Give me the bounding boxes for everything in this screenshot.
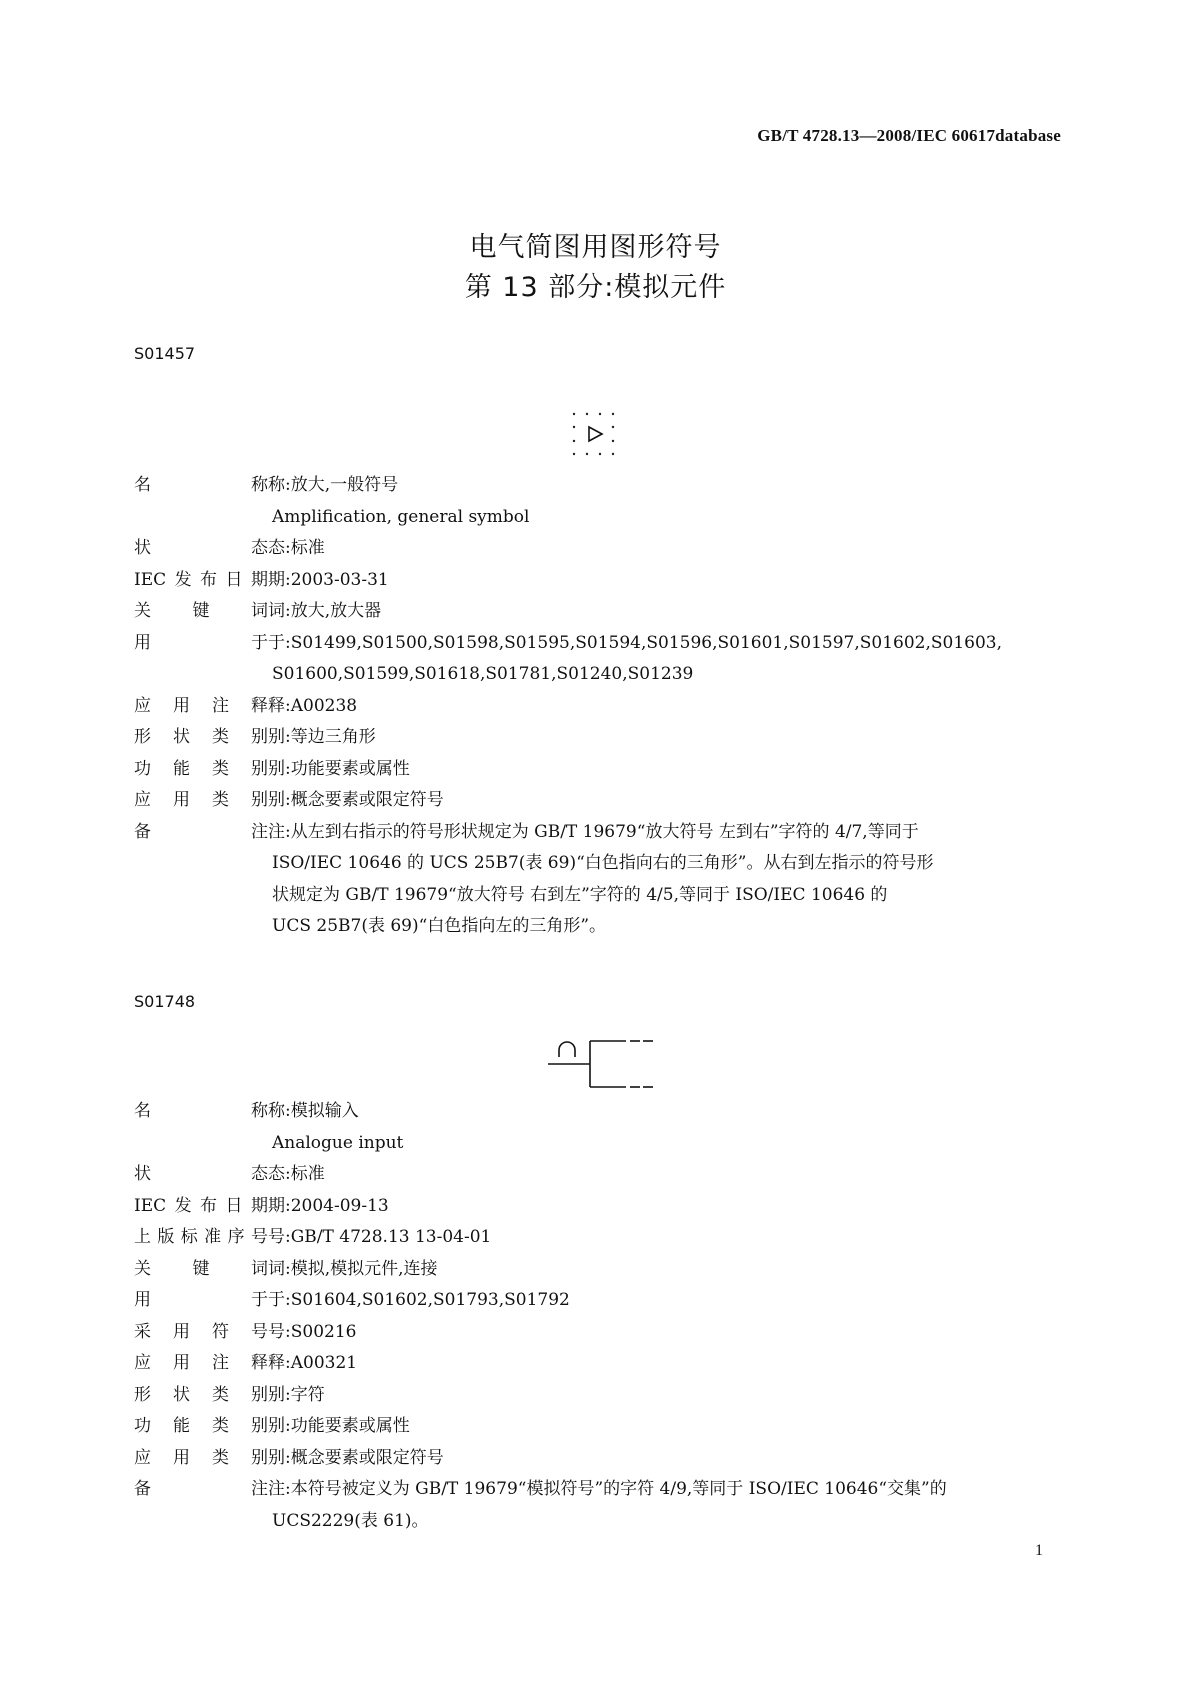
field-label xyxy=(134,565,268,597)
field-label-char: 别 xyxy=(251,727,268,747)
field-row xyxy=(134,1254,1060,1286)
field-row xyxy=(134,1191,1060,1223)
field-label-char: 日 xyxy=(225,569,243,590)
field-label-char: 状 xyxy=(173,1384,190,1405)
field-label xyxy=(134,1474,268,1506)
field-label-char: 日 xyxy=(225,1195,243,1216)
field-label xyxy=(134,533,268,565)
field-label xyxy=(134,754,268,786)
field-label-char: 称 xyxy=(251,1101,268,1121)
document-title xyxy=(0,228,1191,308)
field-row xyxy=(134,1159,1060,1191)
field-row xyxy=(134,596,1060,628)
field-label xyxy=(134,1222,268,1254)
field-label xyxy=(134,1411,268,1443)
field-label-char: 释 xyxy=(251,1353,268,1373)
field-label-char: 注 xyxy=(251,821,268,842)
field-label-char: 备 xyxy=(134,1479,151,1499)
field-label-char: 用 xyxy=(173,1321,190,1342)
field-row xyxy=(134,1474,1060,1506)
field-label-char: 标 xyxy=(180,1227,198,1247)
field-label-char: 类 xyxy=(212,1447,229,1468)
field-label-char: 称 xyxy=(251,475,268,495)
title-line-2: 第 13 部分:模拟元件 xyxy=(464,272,727,303)
field-label-char: 用 xyxy=(134,1290,151,1310)
entry-id: S01748 xyxy=(134,992,196,1011)
field-label-char: 类 xyxy=(212,727,229,747)
field-label-char: 类 xyxy=(212,758,229,779)
field-row xyxy=(134,1128,1060,1160)
entry-id: S01457 xyxy=(134,344,196,363)
field-row xyxy=(134,1285,1060,1317)
field-label-char: 注 xyxy=(251,1479,268,1499)
field-row xyxy=(134,470,1060,502)
field-value: 别:字符 xyxy=(268,1384,325,1405)
field-label-char: 能 xyxy=(173,758,190,779)
field-label xyxy=(134,1096,268,1128)
field-row xyxy=(134,502,1060,534)
field-label-char: 序 xyxy=(227,1227,245,1247)
entry-fields xyxy=(134,1096,1060,1537)
field-label-char: 用 xyxy=(173,695,190,716)
field-label-char: 别 xyxy=(251,790,268,810)
field-label-char: 名 xyxy=(134,1101,151,1121)
field-row xyxy=(134,1222,1060,1254)
field-label-char: 类 xyxy=(212,1384,229,1405)
field-label-char: 期 xyxy=(250,1195,268,1216)
field-value: 于:S01604,S01602,S01793,S01792 xyxy=(268,1290,570,1310)
field-value: 释:A00321 xyxy=(268,1353,358,1373)
field-label-char: 号 xyxy=(251,1321,268,1342)
field-label xyxy=(134,691,268,723)
field-row xyxy=(134,533,1060,565)
title-line-1: 电气简图用图形符号 xyxy=(469,232,722,263)
field-row xyxy=(134,1380,1060,1412)
field-value: 释:A00238 xyxy=(268,695,358,716)
field-value: UCS2229(表 61)。 xyxy=(272,1510,429,1531)
field-value: 别:概念要素或限定符号 xyxy=(268,790,444,810)
field-value: 态:标准 xyxy=(268,1164,325,1184)
field-label-char: 号 xyxy=(250,1227,268,1247)
field-label xyxy=(134,596,268,628)
field-label-char: 释 xyxy=(251,695,268,716)
field-row xyxy=(134,628,1060,660)
standard-code: GB/T 4728.13—2008/IEC 60617database xyxy=(757,126,1061,145)
field-label xyxy=(134,785,268,817)
field-label-char: IEC xyxy=(134,1195,167,1216)
field-label-char: 用 xyxy=(173,1353,190,1373)
analogue-input-icon xyxy=(546,1035,656,1095)
field-label-char: 形 xyxy=(134,1384,151,1405)
field-label-char: 上 xyxy=(134,1227,151,1247)
field-value: 于:S01499,S01500,S01598,S01595,S01594,S01596,S01601,S01597,S01602,S01603, xyxy=(268,632,1003,653)
field-label-char: 应 xyxy=(134,1447,151,1468)
field-value: 别:功能要素或属性 xyxy=(268,758,410,779)
field-value: Amplification, general symbol xyxy=(272,506,530,527)
field-label-char: 应 xyxy=(134,1353,151,1373)
field-label-char: 功 xyxy=(134,758,151,779)
field-label-char: 用 xyxy=(173,790,190,810)
field-value: 状规定为 GB/T 19679“放大符号 右到左”字符的 4/5,等同于 ISO/IEC 10646 的 xyxy=(272,884,888,905)
field-label-char: 状 xyxy=(134,538,151,558)
field-label-char: 用 xyxy=(134,632,151,653)
field-value: 期:2004-09-13 xyxy=(268,1195,389,1216)
field-value: 别:等边三角形 xyxy=(268,727,376,747)
field-value: 注:从左到右指示的符号形状规定为 GB/T 19679“放大符号 左到右”字符的 4/7,等同于 xyxy=(268,821,919,842)
field-label-char: 布 xyxy=(200,1195,218,1216)
field-label xyxy=(134,1380,268,1412)
field-label xyxy=(134,817,268,849)
field-label xyxy=(134,1317,268,1349)
field-label xyxy=(134,628,268,660)
field-label-char: 发 xyxy=(174,569,192,590)
field-row xyxy=(134,565,1060,597)
field-value: 别:概念要素或限定符号 xyxy=(268,1447,444,1468)
field-label-char: 态 xyxy=(251,1164,268,1184)
field-row xyxy=(134,659,1060,691)
field-label-char: 布 xyxy=(200,569,218,590)
field-label-char: 状 xyxy=(134,1164,151,1184)
field-row xyxy=(134,785,1060,817)
field-label-char: 符 xyxy=(212,1321,229,1342)
field-value: Analogue input xyxy=(272,1132,404,1153)
field-label-char: 于 xyxy=(251,1290,268,1310)
field-label-char: 别 xyxy=(251,758,268,779)
field-value: 词:放大,放大器 xyxy=(268,601,382,621)
field-value: 号:GB/T 4728.13 13-04-01 xyxy=(268,1227,492,1247)
field-label xyxy=(134,1191,268,1223)
field-label xyxy=(134,1159,268,1191)
field-label-char: 关 xyxy=(134,1258,151,1279)
field-row xyxy=(134,880,1060,912)
field-label-char: 关 xyxy=(134,601,151,621)
field-label-char: 发 xyxy=(174,1195,192,1216)
entry-fields xyxy=(134,470,1060,943)
field-value: UCS 25B7(表 69)“白色指向左的三角形”。 xyxy=(272,916,607,936)
field-label xyxy=(134,1348,268,1380)
amplifier-triangle-icon xyxy=(570,410,626,462)
field-label-char: 应 xyxy=(134,695,151,716)
field-label-char: 注 xyxy=(212,695,229,716)
field-value: 别:功能要素或属性 xyxy=(268,1416,410,1436)
page-number: 1 xyxy=(1035,1542,1043,1559)
field-row xyxy=(134,1348,1060,1380)
field-label-char: 采 xyxy=(134,1321,151,1342)
field-label-char: 别 xyxy=(251,1384,268,1405)
field-label xyxy=(134,470,268,502)
field-label-char: 期 xyxy=(250,569,268,590)
field-row xyxy=(134,691,1060,723)
field-value: 期:2003-03-31 xyxy=(268,569,389,590)
field-value: 号:S00216 xyxy=(268,1321,357,1342)
field-label xyxy=(134,1443,268,1475)
field-label-char: 态 xyxy=(251,538,268,558)
field-value: 词:模拟,模拟元件,连接 xyxy=(268,1258,438,1279)
field-row xyxy=(134,1506,1060,1538)
field-label-char: 别 xyxy=(251,1416,268,1436)
field-value: S01600,S01599,S01618,S01781,S01240,S01239 xyxy=(272,664,694,684)
field-row xyxy=(134,1443,1060,1475)
field-label-char: 键 xyxy=(192,601,210,621)
field-row xyxy=(134,911,1060,943)
field-label-char: 键 xyxy=(192,1258,210,1279)
field-row xyxy=(134,722,1060,754)
field-value: 注:本符号被定义为 GB/T 19679“模拟符号”的字符 4/9,等同于 ISO/IEC 10646“交集”的 xyxy=(268,1479,947,1499)
field-label-char: 功 xyxy=(134,1416,151,1436)
field-value: 态:标准 xyxy=(268,538,325,558)
field-label-char: 注 xyxy=(212,1353,229,1373)
field-label-char: 准 xyxy=(204,1227,222,1247)
field-label xyxy=(134,1285,268,1317)
field-label-char: 版 xyxy=(157,1227,175,1247)
field-row xyxy=(134,1096,1060,1128)
field-label-char: IEC xyxy=(134,569,167,590)
field-row xyxy=(134,817,1060,849)
field-label-char: 类 xyxy=(212,790,229,810)
field-label-char: 应 xyxy=(134,790,151,810)
field-label-char: 名 xyxy=(134,475,151,495)
field-row xyxy=(134,1317,1060,1349)
field-label-char: 备 xyxy=(134,821,151,842)
field-row xyxy=(134,1411,1060,1443)
field-label-char: 类 xyxy=(212,1416,229,1436)
field-label-char: 能 xyxy=(173,1416,190,1436)
field-label-char: 于 xyxy=(251,632,268,653)
field-label-char: 用 xyxy=(173,1447,190,1468)
field-label xyxy=(134,722,268,754)
field-label-char: 别 xyxy=(251,1447,268,1468)
field-label-char: 状 xyxy=(173,727,190,747)
field-row xyxy=(134,848,1060,880)
field-row xyxy=(134,754,1060,786)
field-label xyxy=(134,1254,268,1286)
field-label-char: 词 xyxy=(251,1258,268,1279)
field-value: 称:模拟输入 xyxy=(268,1101,359,1121)
field-value: ISO/IEC 10646 的 UCS 25B7(表 69)“白色指向右的三角形”。从右到左指示的符号形 xyxy=(272,853,934,873)
field-label-char: 形 xyxy=(134,727,151,747)
field-label-char: 词 xyxy=(251,601,268,621)
field-value: 称:放大,一般符号 xyxy=(268,475,399,495)
